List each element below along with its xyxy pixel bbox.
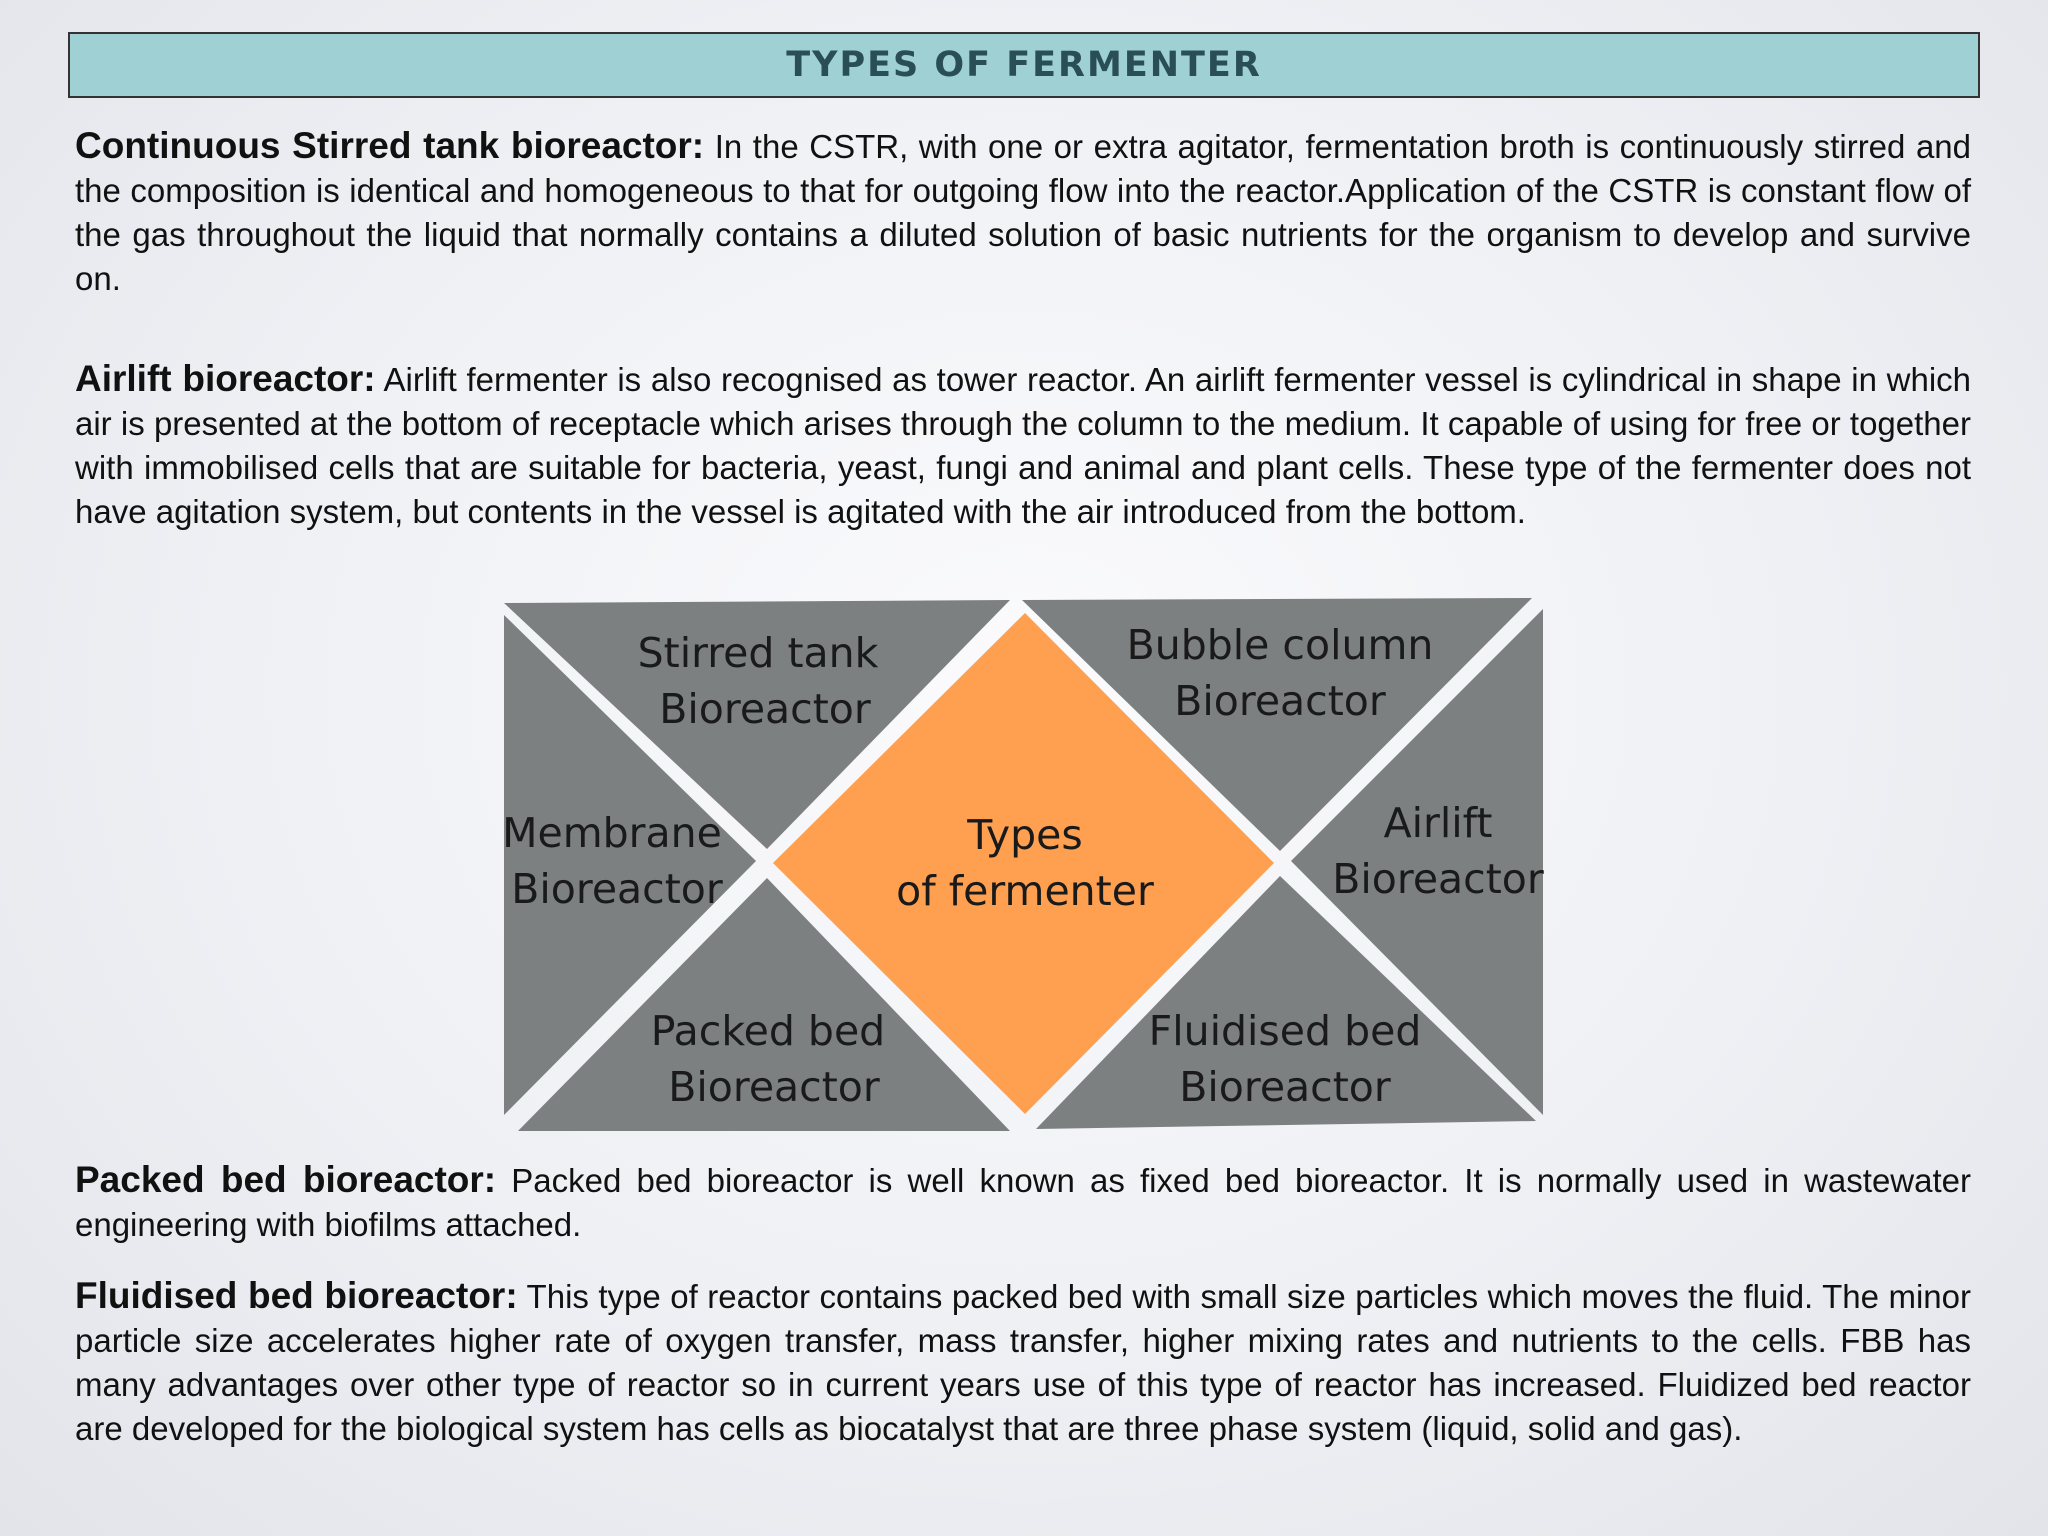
- paragraph-heading: Continuous Stirred tank bioreactor:: [75, 125, 705, 166]
- label-stirred-tank: Stirred tank Bioreactor: [637, 629, 879, 733]
- page-title: TYPES OF FERMENTER: [786, 45, 1262, 85]
- fermenter-types-diagram: [500, 595, 1550, 1135]
- paragraph-body: Packed bed bioreactor is well known as fixed bed bioreactor. It is normally used in wastewater engineering with biofilms attached.: [75, 1162, 1971, 1243]
- label-airlift: Airlift Bioreactor: [1332, 799, 1544, 903]
- paragraph-fluidised-bed: [75, 1274, 1971, 1451]
- label-membrane: Membrane Bioreactor: [502, 809, 723, 913]
- paragraph-packed-bed: [75, 1158, 1971, 1247]
- paragraph-heading: Packed bed bioreactor:: [75, 1159, 497, 1200]
- paragraph-airlift: [75, 357, 1971, 534]
- label-bubble-column: Bubble column Bioreactor: [1126, 621, 1434, 725]
- label-packed-bed: Packed bed Bioreactor: [650, 1007, 886, 1111]
- label-fluidised-bed: Fluidised bed Bioreactor: [1148, 1007, 1422, 1111]
- paragraph-body: In the CSTR, with one or extra agitator, fermentation broth is continuously stirred and the composition is identical and homogeneous to that for outgoing flow into the reactor.Application of the CSTR is constant flow of the gas throughout the liquid that normally contains a diluted solution of basic nutrients for the organism to develop and survive on.: [75, 128, 1972, 297]
- paragraph-body: Airlift fermenter is also recognised as tower reactor. An airlift fermenter vessel is cylindrical in shape in which air is presented at the bottom of receptacle which arises through the column to the medium. It capable of using for free or together with immobilised cells that are suitable for bacteria, yeast, fungi and animal and plant cells. These type of the fermenter does not have agitation system, but contents in the vessel is agitated with the air introduced from the bottom.: [75, 361, 1972, 530]
- paragraph-body: This type of reactor contains packed bed with small size particles which moves the fluid. The minor particle size accelerates higher rate of oxygen transfer, mass transfer, higher mixing rates and nutrients to the cells. FBB has many advantages over other type of reactor so in current years use of this type of reactor has increased. Fluidized bed reactor are developed for the biological system has cells as biocatalyst that are three phase system (liquid, solid and gas).: [75, 1278, 1971, 1447]
- label-center: Types of fermenter: [896, 811, 1154, 915]
- paragraph-cstr: [75, 124, 1971, 301]
- paragraph-heading: Airlift bioreactor:: [75, 358, 376, 399]
- title-bar: [68, 32, 1980, 98]
- paragraph-heading: Fluidised bed bioreactor:: [75, 1275, 518, 1316]
